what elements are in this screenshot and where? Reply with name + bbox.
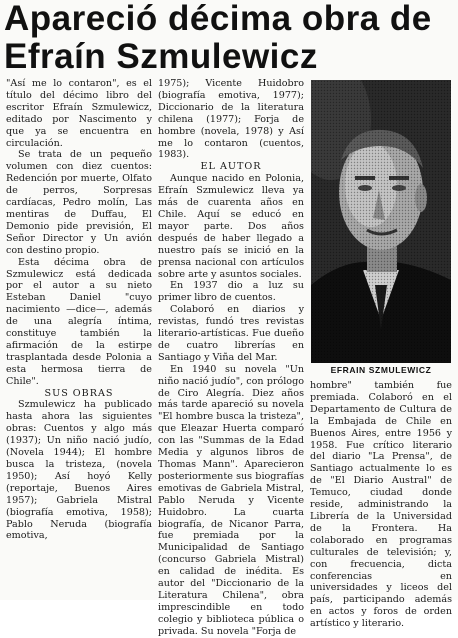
headline: Apareció décima obra de Efraín Szmulewicz xyxy=(4,0,432,76)
subheading-el-autor: EL AUTOR xyxy=(200,161,262,173)
column-1 xyxy=(6,78,152,542)
paragraph: 1975); Vicente Huidobro (biografía emotiva, 1977); Diccionario de la literatura chilena (1977); Forja de hombre (novela, 1978) y Así me lo contaron (cuentos, 1983). xyxy=(158,78,304,161)
column-2 xyxy=(158,78,304,638)
paragraph: "Así me lo contaron", es el título del décimo libro del escritor Efraín Szmulewicz, editado por Nascimento y que ya se encuentra en circulación. xyxy=(6,78,152,149)
paragraph: Esta décima obra de Szmulewicz está dedicada por el autor a su nieto Esteban Daniel "cuyo nacimiento —dice—, además de una alegría íntima, constituye también la afirmación de la estirpe trasplantada desde Polonia a esta hermosa tierra de Chile". xyxy=(6,256,152,387)
paragraph: En 1940 su novela "Un niño nació judío", con prólogo de Ciro Alegría. Diez años más tarde apareció su novela "El hombre busca la tristeza", que Eleazar Huerta comparó con las "Summas de la Edad Media y algunos libros de Thomas Mann". Aparecieron posteriormente sus biografías emotivas de Gabriela Mistral, Pablo Neruda y Vicente Huidobro. La cuarta biografía, de Nicanor Parra, fue premiada por la Municipalidad de Santiago (concurso Gabriela Mistral) en calidad de inédita. Es autor del "Diccionario de la Literatura Chilena", obra imprescindible en todo colegio y biblioteca pública o privada. Su novela "Forja de xyxy=(158,363,304,637)
column-3 xyxy=(310,380,452,630)
author-portrait-photo xyxy=(311,80,451,363)
paragraph: Colaboró en diarios y revistas, fundó tres revistas literario-artísticas. Fue dueño de cuatro librerías en Santiago y Viña del Mar. xyxy=(158,304,304,363)
subheading-sus-obras: SUS OBRAS xyxy=(44,387,114,399)
paragraph: Szmulewicz ha publicado hasta ahora las siguientes obras: Cuentos y algo más (1937); Un niño nació judío, (Novela 1944); El hombre busca la tristeza, (novela 1950); Así hoyó Kelly (reportaje, Buenos Aires 1957); Gabriela Mistral (biografía emotiva, 1958); Pablo Neruda (biografía emotiva, xyxy=(6,399,152,542)
paragraph: hombre" también fue premiada. Colaboró en el Departamento de Cultura de la Embajada de Chile en Buenos Aires, entre 1956 y 1958. Fue crítico literario del diario "La Prensa", de Santiago actualmente lo es de "El Diario Austral" de Temuco, ciudad donde reside, administrando la Librería de la Universidad de la Frontera. Ha colaborado en programas culturales de televisión; y, con frecuencia, dicta conferencias en universidades y liceos del país, participando además en actos y foros de orden artístico y literario. xyxy=(310,380,452,630)
paragraph: Aunque nacido en Polonia, Efraín Szmulewicz lleva ya más de cuarenta años en Chile. Aquí se educó en mayor parte. Dos años después de haber llegado a nuestro país se inició en la prensa nacional con artículos sobre arte y asuntos sociales. xyxy=(158,173,304,280)
paragraph: En 1937 dio a luz su primer libro de cuentos. xyxy=(158,280,304,304)
photo-caption: EFRAIN SZMULEWICZ xyxy=(330,365,432,375)
portrait-image xyxy=(311,80,451,363)
paragraph: Se trata de un pequeño volumen con diez cuentos: Redención por muerte, Olfato de perros, Sorpresas cardíacas, Pedro molín, Las mentiras de Duffau, El Demonio pide previsión, El Señor Director y Un avión con destino propio. xyxy=(6,149,152,256)
